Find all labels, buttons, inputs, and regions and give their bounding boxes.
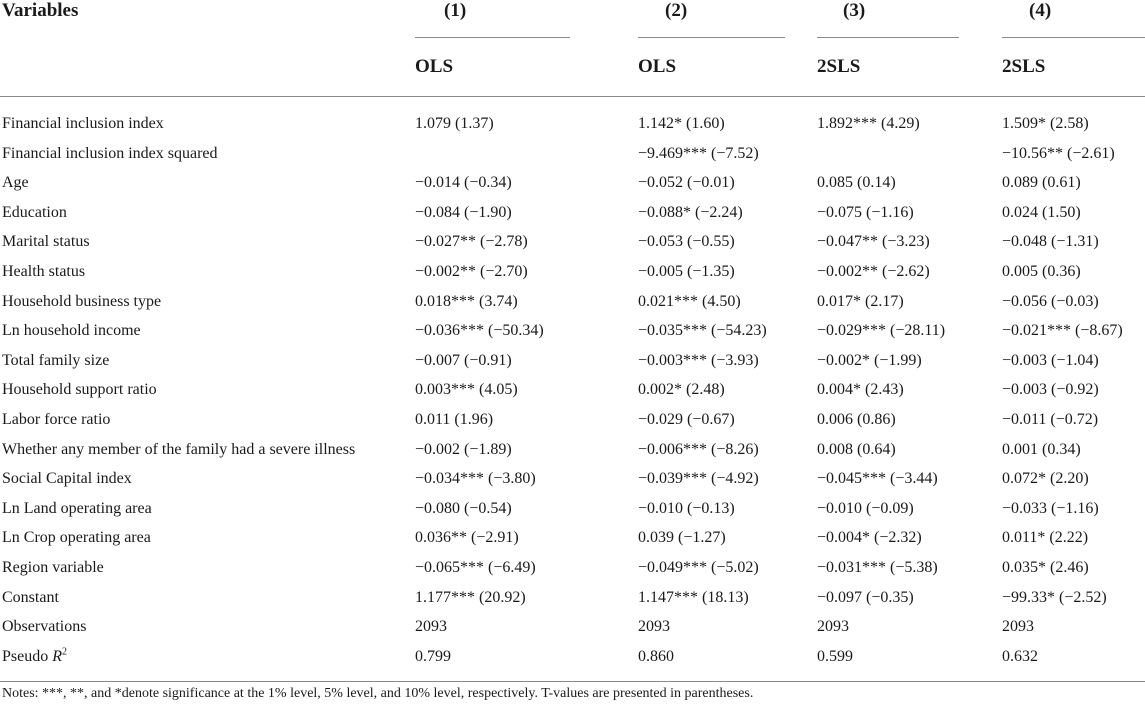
row-variable: Household support ratio xyxy=(2,381,157,399)
row-variable: Financial inclusion index squared xyxy=(2,144,218,162)
cell-col-4: −0.003 (−0.92) xyxy=(1002,381,1099,399)
row-variable: Financial inclusion index xyxy=(2,115,164,132)
cell-col-2: −0.010 (−0.13) xyxy=(638,499,735,517)
table-row xyxy=(0,435,1145,465)
row-variable: Health status xyxy=(2,262,86,280)
table-row xyxy=(0,523,1145,553)
cell-col-2: −0.006*** (−8.26) xyxy=(638,440,759,458)
cell-col-2: 0.860 xyxy=(638,647,674,665)
cell-col-1: −0.014 (−0.34) xyxy=(415,174,512,192)
cell-col-3: −0.047** (−3.23) xyxy=(817,233,930,251)
cell-col-1: −0.002 (−1.89) xyxy=(415,440,512,458)
cell-col-3: −0.097 (−0.35) xyxy=(817,588,914,606)
cell-col-1: 0.036** (−2.91) xyxy=(415,529,519,547)
row-variable: Education xyxy=(2,203,67,221)
cell-col-1: −0.027** (−2.78) xyxy=(415,233,528,251)
column-2-number: (2) xyxy=(665,0,688,21)
column-1-number: (1) xyxy=(444,0,467,21)
cell-col-1: 0.018*** (3.74) xyxy=(415,292,518,310)
table-row xyxy=(0,405,1145,435)
row-variable: Ln household income xyxy=(2,322,141,340)
cell-col-4: 0.001 (0.34) xyxy=(1002,440,1081,458)
r-symbol: R xyxy=(52,647,63,665)
cell-col-1: 1.079 (1.37) xyxy=(415,115,494,132)
column-3-rule xyxy=(817,37,959,38)
table-row xyxy=(0,494,1145,524)
cell-col-1: −0.065*** (−6.49) xyxy=(415,558,536,576)
table-row xyxy=(0,198,1145,228)
cell-col-2: −9.469*** (−7.52) xyxy=(638,144,759,162)
cell-col-2: 1.142* (1.60) xyxy=(638,115,725,132)
row-variable xyxy=(2,642,67,672)
row-variable: Constant xyxy=(2,588,59,606)
cell-col-3: −0.075 (−1.16) xyxy=(817,203,914,221)
cell-col-3: 0.599 xyxy=(817,647,853,665)
cell-col-1: −0.034*** (−3.80) xyxy=(415,470,536,488)
cell-col-4: 0.005 (0.36) xyxy=(1002,262,1081,280)
row-variable: Observations xyxy=(2,618,87,636)
cell-col-3: 0.004* (2.43) xyxy=(817,381,904,399)
table-header xyxy=(0,0,1145,97)
cell-col-2: 2093 xyxy=(638,618,670,636)
table-row xyxy=(0,139,1145,169)
cell-col-1: −0.080 (−0.54) xyxy=(415,499,512,517)
table-row xyxy=(0,109,1145,139)
cell-col-2: −0.053 (−0.55) xyxy=(638,233,735,251)
cell-col-1: 0.003*** (4.05) xyxy=(415,381,518,399)
cell-col-4: 1.509* (2.58) xyxy=(1002,115,1089,132)
cell-col-4: −0.003 (−1.04) xyxy=(1002,351,1099,369)
table-row xyxy=(0,227,1145,257)
column-4-rule xyxy=(1002,37,1145,38)
table-row xyxy=(0,553,1145,583)
table-bottom-rule xyxy=(0,681,1145,682)
cell-col-3: −0.002* (−1.99) xyxy=(817,351,922,369)
table-row xyxy=(0,257,1145,287)
table-row xyxy=(0,316,1145,346)
table-row xyxy=(0,375,1145,405)
table-row xyxy=(0,287,1145,317)
column-2-rule xyxy=(638,37,785,38)
cell-col-3: 0.017* (2.17) xyxy=(817,292,904,310)
cell-col-2: −0.039*** (−4.92) xyxy=(638,470,759,488)
cell-col-4: 0.035* (2.46) xyxy=(1002,558,1089,576)
column-1-method: OLS xyxy=(415,56,454,77)
cell-col-2: −0.088* (−2.24) xyxy=(638,203,743,221)
cell-col-1: 1.177*** (20.92) xyxy=(415,588,526,606)
table-body xyxy=(0,97,1145,671)
cell-col-2: 0.039 (−1.27) xyxy=(638,529,726,547)
cell-col-1: −0.084 (−1.90) xyxy=(415,203,512,221)
row-variable: Whether any member of the family had a severe illness xyxy=(2,440,356,458)
cell-col-4: 0.632 xyxy=(1002,647,1038,665)
cell-col-2: 0.021*** (4.50) xyxy=(638,292,741,310)
cell-col-3: 0.008 (0.64) xyxy=(817,440,896,458)
cell-col-1: 0.011 (1.96) xyxy=(415,410,494,428)
table-row xyxy=(0,612,1145,642)
cell-col-3: −0.002** (−2.62) xyxy=(817,262,930,280)
row-variable: Marital status xyxy=(2,233,90,251)
cell-col-2: 1.147*** (18.13) xyxy=(638,588,749,606)
column-2-method: OLS xyxy=(638,56,677,77)
cell-col-2: 0.002* (2.48) xyxy=(638,381,725,399)
cell-col-3: −0.029*** (−28.11) xyxy=(817,322,946,340)
column-4-method: 2SLS xyxy=(1002,56,1046,77)
cell-col-4: 0.089 (0.61) xyxy=(1002,174,1081,192)
cell-col-4: −10.56** (−2.61) xyxy=(1002,144,1115,162)
cell-col-2: −0.029 (−0.67) xyxy=(638,410,735,428)
row-variable: Region variable xyxy=(2,558,104,576)
cell-col-3: −0.045*** (−3.44) xyxy=(817,470,938,488)
cell-col-2: −0.035*** (−54.23) xyxy=(638,322,767,340)
r-superscript: 2 xyxy=(62,646,68,658)
table-row xyxy=(0,583,1145,613)
cell-col-3: 0.006 (0.86) xyxy=(817,410,896,428)
cell-col-4: −99.33* (−2.52) xyxy=(1002,588,1107,606)
row-variable: Age xyxy=(2,174,29,192)
cell-col-1: −0.007 (−0.91) xyxy=(415,351,512,369)
column-1-rule xyxy=(415,37,570,38)
row-variable: Ln Land operating area xyxy=(2,499,152,517)
table-row xyxy=(0,168,1145,198)
cell-col-2: −0.003*** (−3.93) xyxy=(638,351,759,369)
cell-col-3: 0.085 (0.14) xyxy=(817,174,896,192)
row-variable: Ln Crop operating area xyxy=(2,529,151,547)
table-notes: Notes: ***, **, and *denote significance at the 1% level, 5% level, and 10% level, respectively. T-values are presented in parentheses. xyxy=(2,686,754,701)
cell-col-4: 0.072* (2.20) xyxy=(1002,470,1089,488)
cell-col-3: −0.010 (−0.09) xyxy=(817,499,914,517)
cell-col-2: −0.049*** (−5.02) xyxy=(638,558,759,576)
row-variable: Total family size xyxy=(2,351,110,369)
row-variable: Household business type xyxy=(2,292,162,310)
row-variable: Labor force ratio xyxy=(2,410,111,428)
column-3-number: (3) xyxy=(843,0,866,21)
column-3-method: 2SLS xyxy=(817,56,861,77)
cell-col-4: 2093 xyxy=(1002,618,1034,636)
cell-col-1: −0.002** (−2.70) xyxy=(415,262,528,280)
variables-header: Variables xyxy=(2,0,79,21)
cell-col-2: −0.005 (−1.35) xyxy=(638,262,735,280)
cell-col-3: −0.031*** (−5.38) xyxy=(817,558,938,576)
row-variable: Social Capital index xyxy=(2,470,132,488)
cell-col-2: −0.052 (−0.01) xyxy=(638,174,735,192)
pseudo-label: Pseudo xyxy=(2,647,49,665)
cell-col-4: −0.033 (−1.16) xyxy=(1002,499,1099,517)
cell-col-4: 0.011* (2.22) xyxy=(1002,529,1089,547)
table-row xyxy=(0,346,1145,376)
column-4-number: (4) xyxy=(1029,0,1052,21)
cell-col-3: 1.892*** (4.29) xyxy=(817,115,920,132)
cell-col-4: −0.021*** (−8.67) xyxy=(1002,322,1123,340)
cell-col-1: −0.036*** (−50.34) xyxy=(415,322,544,340)
cell-col-3: −0.004* (−2.32) xyxy=(817,529,922,547)
cell-col-4: 0.024 (1.50) xyxy=(1002,203,1081,221)
table-row xyxy=(0,464,1145,494)
cell-col-1: 2093 xyxy=(415,618,447,636)
cell-col-4: −0.011 (−0.72) xyxy=(1002,410,1099,428)
cell-col-4: −0.056 (−0.03) xyxy=(1002,292,1099,310)
pseudo-r2-row xyxy=(0,642,1145,672)
cell-col-3: 2093 xyxy=(817,618,849,636)
cell-col-1: 0.799 xyxy=(415,647,451,665)
cell-col-4: −0.048 (−1.31) xyxy=(1002,233,1099,251)
